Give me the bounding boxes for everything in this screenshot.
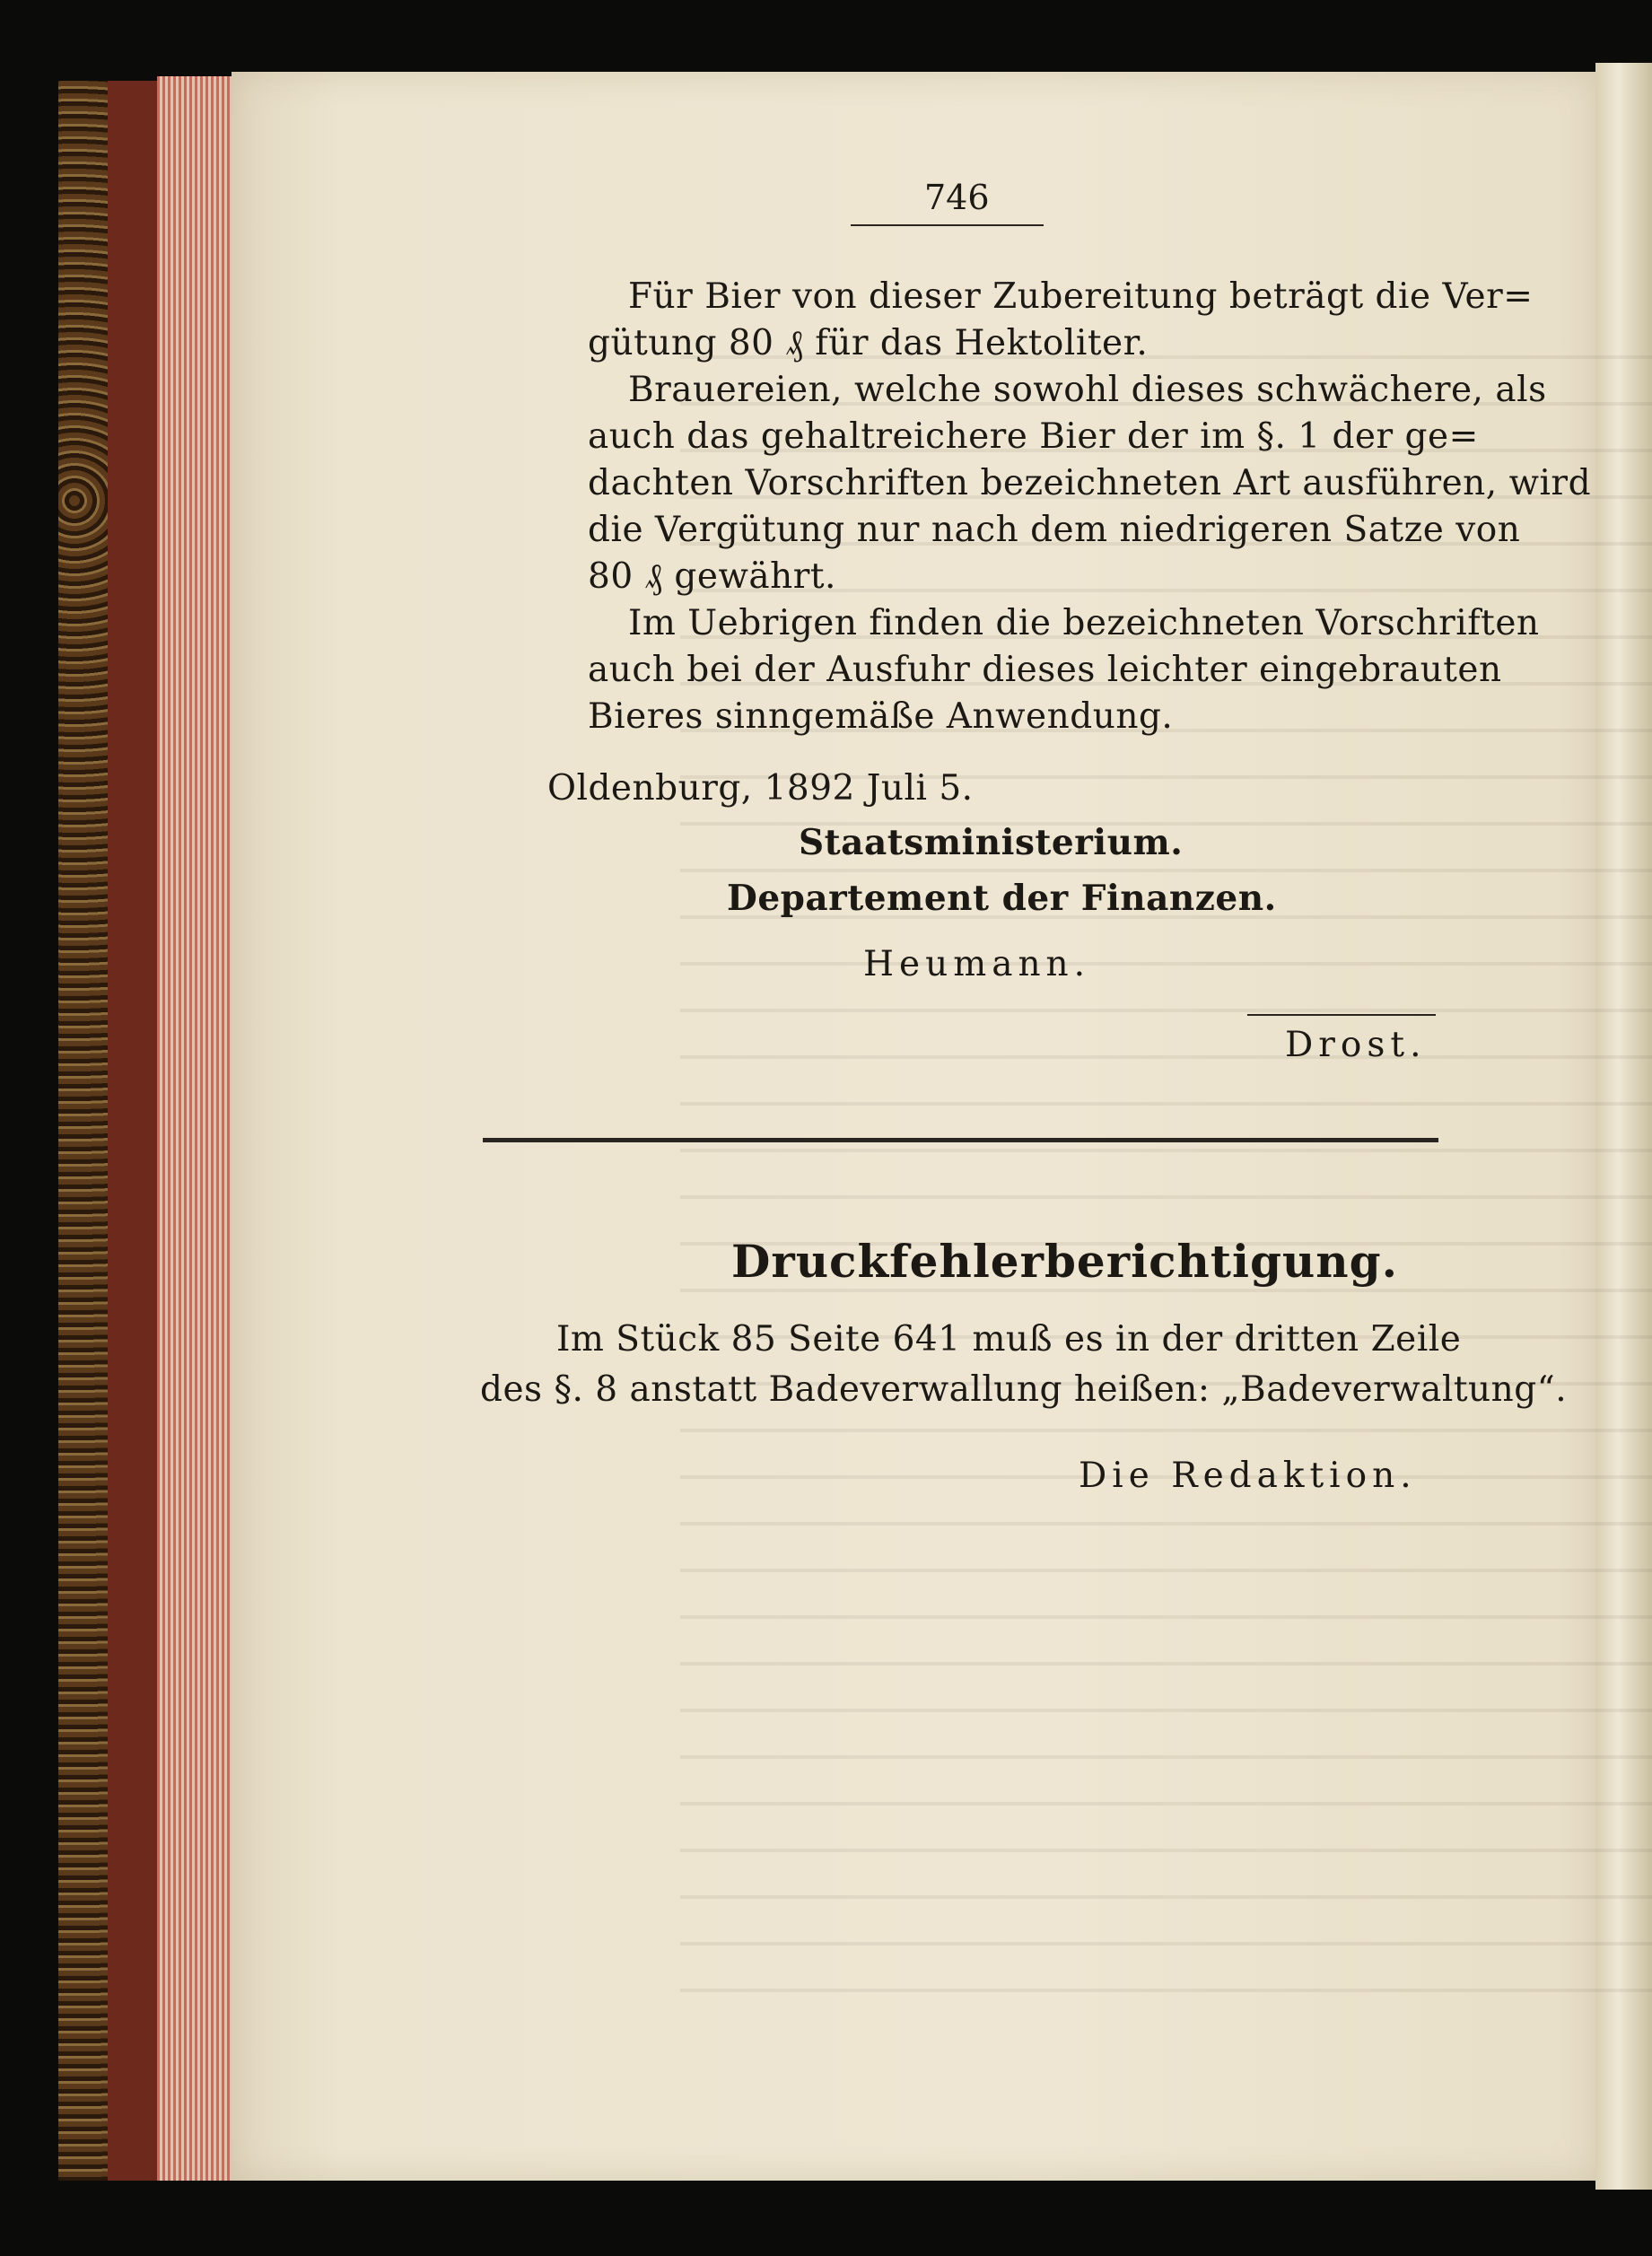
text-line: 80 ₰ gewährt. [588, 556, 836, 597]
ministry-name: Staatsministerium. [799, 822, 1184, 863]
text-line: die Vergütung nur nach dem niedrigeren Satze von [588, 510, 1521, 550]
book-spine [58, 81, 115, 2181]
correction-title: Druckfehlerberichtigung. [731, 1235, 1398, 1288]
text-line: dachten Vorschriften bezeichneten Art ausführen, wird [588, 463, 1592, 503]
header-rule [851, 224, 1044, 226]
book-cover-edge [108, 81, 162, 2181]
text-line: Bieres sinngemäße Anwendung. [588, 696, 1174, 737]
page-number: 746 [924, 178, 990, 217]
text-line: auch das gehaltreichere Bier der im §. 1 der ge= [588, 416, 1479, 457]
text-line: auch bei der Ausfuhr dieses leichter eingebrauten [588, 650, 1502, 690]
place-date: Oldenburg, 1892 Juli 5. [547, 768, 974, 809]
correction-line: des §. 8 anstatt Badeverwallung heißen: „Badeverwaltung“. [480, 1369, 1568, 1410]
signature-rule [1247, 1014, 1436, 1016]
text-line: gütung 80 ₰ für das Hektoliter. [588, 323, 1149, 363]
section-divider [483, 1138, 1438, 1142]
correction-line: Im Stück 85 Seite 641 muß es in der dritten Zeile [556, 1319, 1462, 1360]
department-name: Departement der Finanzen. [727, 878, 1277, 919]
signatory-drost: Drost. [1285, 1025, 1427, 1065]
signatory-heumann: Heumann. [863, 944, 1091, 984]
text-line: Im Uebrigen finden die bezeichneten Vorschriften [628, 603, 1540, 643]
page-edges [157, 76, 233, 2181]
editorial-signature: Die Redaktion. [1079, 1456, 1417, 1496]
text-line: Brauereien, welche sowohl dieses schwächere, als [628, 370, 1547, 410]
text-line: Für Bier von dieser Zubereitung beträgt die Ver= [628, 276, 1534, 317]
